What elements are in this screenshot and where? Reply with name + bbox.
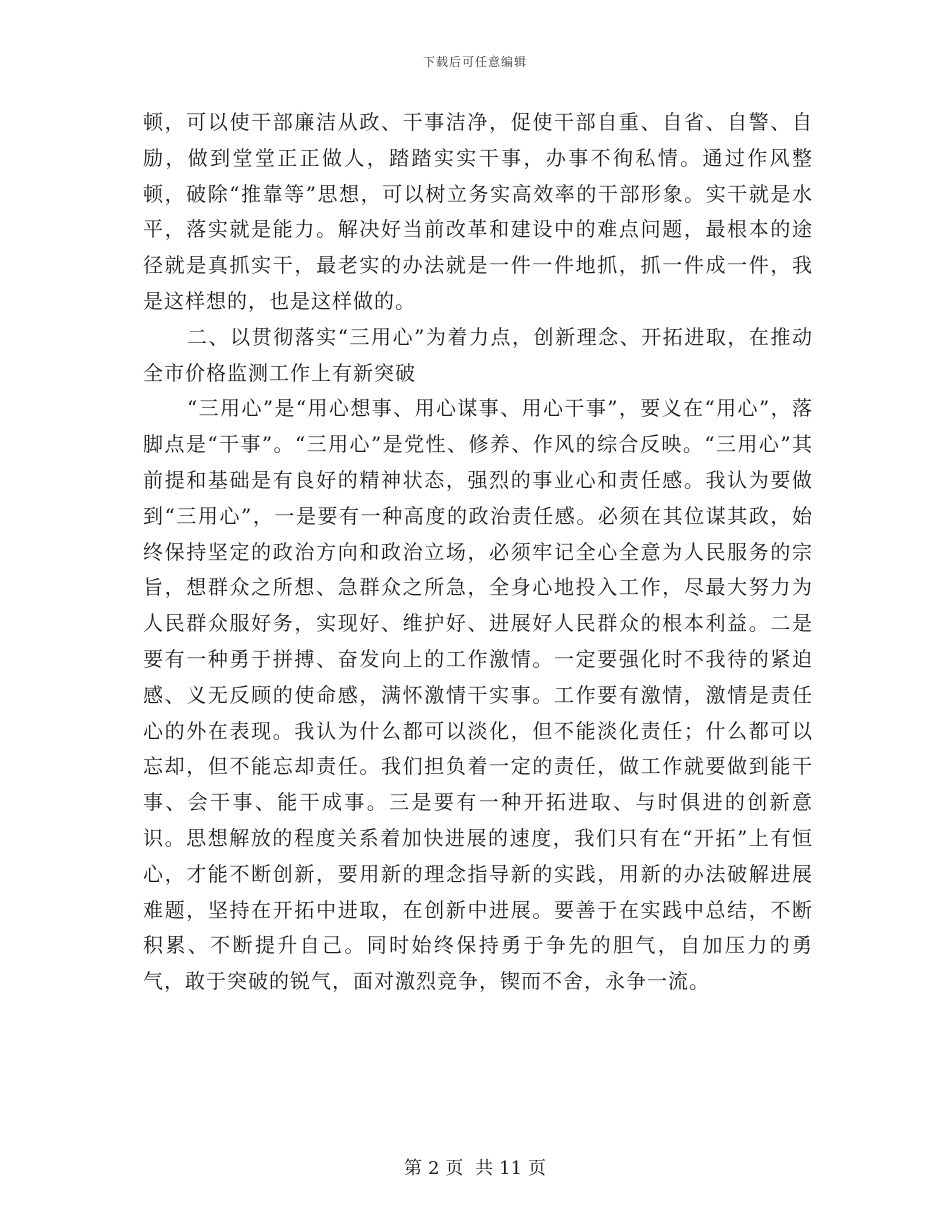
page-footer xyxy=(0,1154,950,1180)
footer-suffix: 页 xyxy=(528,1158,547,1179)
page-header: 下载后可任意编辑 xyxy=(422,55,527,69)
footer-current-page: 2 xyxy=(427,1158,440,1179)
paragraph-2: “三用心”是“用心想事、用心谋事、用心干事”，要义在“用心”，落脚点是“干事”。“三用心”是党性、修养、作风的综合反映。“三用心”其前提和基础是有良好的精神状态，强烈的事业心和责任感。我认为要做到“三用心”，一是要有一种高度的政治责任感。必须在其位谋其政，始终保持坚定的政治方向和政治立场，必须牢记全心全意为人民服务的宗旨，想群众之所想、急群众之所急，全身心地投入工作，尽最大努力为人民群众服好务，实现好、维护好、进展好人民群众的根本利益。二是要有一种勇于拼搏、奋发向上的工作激情。一定要强化时不我待的紧迫感、义无反顾的使命感，满怀激情干实事。工作要有激情，激情是责任心的外在表现。我认为什么都可以淡化，但不能淡化责任；什么都可以忘却，但不能忘却责任。我们担负着一定的责任，做工作就要做到能干事、会干事、能干成事。三是要有一种开拓进取、与时俱进的创新意识。思想解放的程度关系着加快进展的速度，我们只有在“开拓”上有恒心，才能不断创新，要用新的理念指导新的实践，用新的办法破解进展难题，坚持在开拓中进取，在创新中进展。要善于在实践中总结，不断积累、不断提升自己。同时始终保持勇于争先的胆气，自加压力的勇气，敢于突破的锐气，面对激烈竞争，锲而不舍，永争一流。 xyxy=(143,396,813,994)
footer-prefix: 第 xyxy=(403,1158,422,1179)
footer-middle: 页 共 xyxy=(445,1158,494,1179)
paragraph-1: 顿，可以使干部廉洁从政、干事洁净，促使干部自重、自省、自警、自励，做到堂堂正正做人，踏踏实实干事，办事不徇私情。通过作风整顿，破除“推靠等”思想，可以树立务实高效率的干部形象。实干就是水平，落实就是能力。解决好当前改革和建设中的难点问题，最根本的途径就是真抓实干，最老实的办法就是一件一件地抓，抓一件成一件，我是这样想的，也是这样做的。 xyxy=(143,110,813,313)
document-body xyxy=(143,105,813,1000)
section-heading: 二、以贯彻落实“三用心”为着力点，创新理念、开拓进取，在推动全市价格监测工作上有新突破 xyxy=(143,324,813,385)
footer-total-pages: 11 xyxy=(499,1158,523,1179)
